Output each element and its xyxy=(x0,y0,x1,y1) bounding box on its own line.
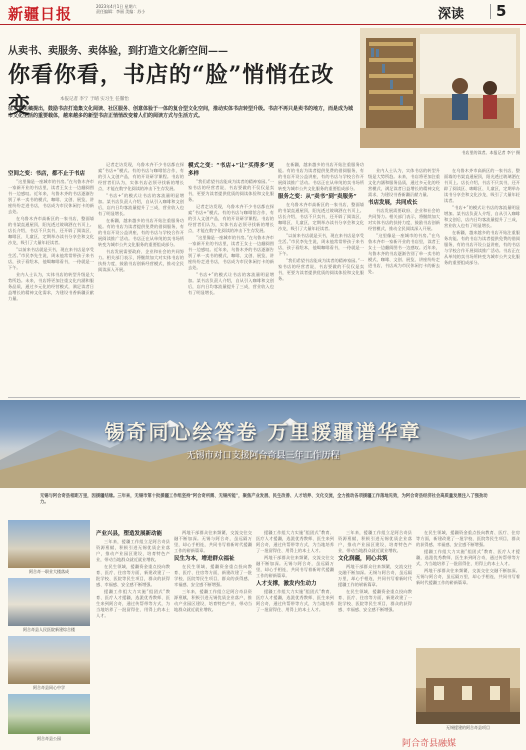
section-divider xyxy=(490,4,491,19)
section-title: 深读 xyxy=(438,7,465,22)
feature-column-4 xyxy=(338,530,412,745)
article-subtitle: 从卖书、卖服务、卖体验，到打造文化新空间—— xyxy=(8,46,228,57)
article-paragraph: “这里像是一座城市的书房。”在乌鲁木齐市一家新开业的书店里，读者王女士一边翻阅图书一边感叹。近年来，乌鲁木齐的书店逐渐告别了单一卖书的模式，咖啡、文创、展览、讲座纷纷走进书店，书店成为市民休闲打卡的新去处。 xyxy=(188,235,274,270)
feature-subhead: 人才支撑，激发内生动力 xyxy=(256,581,317,587)
news-photo xyxy=(8,636,90,684)
article-paragraph: “书店+”的模式让书店的客流量明显增加。某书店负责人介绍，自从引入咖啡和文创后，店内日均客流量提升了三成，营业收入也有了明显增长。 xyxy=(188,272,274,295)
article-subhead: 服务之变：从“卖书”到“卖服务” xyxy=(278,194,357,200)
article-subhead: 书店发展，共同成长 xyxy=(368,200,418,206)
article-paragraph: 在乌鲁木齐市高新区的一家书店，整面墙的书架直通屋顶，阳光透过玻璃洒在书页上。店长介绍，书店不只卖书，还开辟了阅读区、咖啡区、儿童区，定期举办读书分享会和文化沙龙，吸引了大量年轻读者。 xyxy=(444,168,520,203)
article-paragraph: “这里像是一座城市的书房。”在乌鲁木齐市一家新开业的书店里，读者王女士一边翻阅图书一边感叹。近年来，乌鲁木齐的书店逐渐告别了单一卖书的模式，咖啡、文创、展览、讲座纷纷走进书店，书店成为市民休闲打卡的新去处。 xyxy=(8,179,94,214)
article-paragraph: 在新疆，越来越多的书店开始注重服务功能。有的书店为读者提供免费的借阅服务，有的书店开设公益讲座，有的书店与学校合作开展阅读推广活动。书店正在从单纯的卖书场所转变为城市公共文化服务的重要组成部分。 xyxy=(444,230,520,265)
feature-paragraph: 援疆工作组大力实施“组团式”教育、医疗人才援疆，选派优秀教师、医生来到阿合奇，通过传帮带等方式，为当地培养了一批留得住、用得上的本土人才。 xyxy=(96,589,170,618)
article-column-2 xyxy=(98,162,184,395)
article-column-1 xyxy=(8,170,94,395)
article-column-6 xyxy=(444,168,520,395)
article-paragraph: 记者走访发现，乌鲁木齐不少书店都在探索“书店+”模式。有的书店与咖啡馆合作，有的引入文创产品，有的开设研学课程。书店的经营者们认为，实体书店必须寻找新的增长点，才能在数字化阅读的冲击下生存发展。 xyxy=(98,162,184,191)
feature-paragraph: 援疆工作组大力实施“组团式”教育、医疗人才援疆，选派优秀教师、医生来到阿合奇，通过传帮带等方式，为当地培养了一批留得住、用得上的本土人才。 xyxy=(256,530,334,553)
feature-column-1 xyxy=(96,530,170,745)
feature-subhead: 民生为本，增进群众福祉 xyxy=(174,556,235,562)
feature-paragraph: 两地干部群众往来频繁，交流交往交融不断加深。无锡与阿合奇，虽远隔万里，却心手相连，共同书写着新时代援疆工作的崭新篇章。 xyxy=(338,564,412,587)
section-rule xyxy=(8,397,520,398)
news-photo xyxy=(8,694,90,734)
article-paragraph: 业内人士认为，实体书店的转型升级是大势所趋。未来，书店将更加注重文化内涵和服务品质，通过多元化的经营模式，满足读者日益增长的精神文化需求，为建设书香新疆贡献力量。 xyxy=(8,272,94,301)
article-paragraph: “我们希望书店能成为读者的精神家园。”一家书店的经营者说，书店要做的不仅仅是卖书，更要为读者提供优质的阅读体验和文化服务。 xyxy=(278,258,364,281)
photo-caption: 阿合奇县同心中学 xyxy=(33,685,65,690)
article-lead: 征求意见稿提出，鼓励书店打造集文化阅读、社区服务、创意体验于一体的复合型文化空间，推动实体书店转型升级。书店不再只是卖书的地方，而是成为城市文化生活的重要载体，越来越多的新型书店正悄悄改变着人们的阅读方式与生活方式。 xyxy=(8,106,354,119)
article-paragraph: 在新疆，越来越多的书店开始注重服务功能。有的书店为读者提供免费的借阅服务，有的书店开设公益讲座，有的书店与学校合作开展阅读推广活动。书店正在从单纯的卖书场所转变为城市公共文化服务的重要组成部分。 xyxy=(98,218,184,247)
feature-paragraph: 两地干部群众往来频繁，交流交往交融不断加深。无锡与阿合奇，虽远隔万里，却心手相连，共同书写着新时代援疆工作的崭新篇章。 xyxy=(174,530,252,553)
article-paragraph: 在乌鲁木齐市高新区的一家书店，整面墙的书架直通屋顶，阳光透过玻璃洒在书页上。店长介绍，书店不只卖书，还开辟了阅读区、咖啡区、儿童区，定期举办读书分享会和文化沙龙，吸引了大量年轻读者。 xyxy=(278,202,364,231)
article-subhead: 模式之变：“书店+”让“买得多”更多样 xyxy=(188,163,274,177)
feature-paragraph: 援疆工作组大力实施“组团式”教育、医疗人才援疆，选派优秀教师、医生来到阿合奇，通过传帮带等方式，为当地培养了一批留得住、用得上的本土人才。 xyxy=(416,549,520,566)
bookstore-illustration xyxy=(360,28,520,148)
article-byline: 本报记者 李宁 于晴 实习生 任馨怡 xyxy=(60,97,129,102)
article-headline: 你看你看，书店的“脸”悄悄在改变 xyxy=(8,62,335,119)
feature-paragraph: 在民生领域，援疆资金重点投向教育、医疗、住房等方面，新建改建了一批学校、医院等民生项目，群众的获得感、幸福感、安全感不断增强。 xyxy=(338,589,412,612)
news-photo xyxy=(8,520,90,568)
photo-caption: 无锡援建的阿合奇县项目 xyxy=(446,725,490,730)
article-paragraph: “我们希望书店能成为读者的精神家园。”一家书店的经营者说，书店要做的不仅仅是卖书，更要为读者提供优质的阅读体验和文化服务。 xyxy=(188,179,274,202)
issue-date: 2023年4月1日 星期六 xyxy=(96,4,137,9)
page-number: 5 xyxy=(496,2,507,20)
feature-paragraph: 三年来，援疆工作组立足阿合奇县资源禀赋，积极引进无锡优质企业落户，推动产业园区建设，培育特色产业，带动当地群众就近就业增收。 xyxy=(338,530,412,553)
article-column-3 xyxy=(188,162,274,395)
watermark: 阿合奇县融媒 xyxy=(402,739,457,749)
feature-paragraph: 在民生领域，援疆资金重点投向教育、医疗、住房等方面，新建改建了一批学校、医院等民生项目，群众的获得感、幸福感、安全感不断增强。 xyxy=(96,564,170,587)
article-paragraph: 在新疆，越来越多的书店开始注重服务功能。有的书店为读者提供免费的借阅服务，有的书店开设公益讲座，有的书店与学校合作开展阅读推广活动。书店正在从单纯的卖书场所转变为城市公共文化服务的重要组成部分。 xyxy=(278,162,364,191)
newspaper-logo: 新疆日报 xyxy=(8,5,73,23)
article-paragraph: “以前来书店就是买书，现在来书店是享受生活。”市民李先生说，周末他常常带孩子来书店，孩子看绘本，他喝咖啡看书，一待就是一下午。 xyxy=(8,247,94,270)
news-photo xyxy=(416,648,520,724)
feature-column-2 xyxy=(174,530,252,745)
article-column-5 xyxy=(368,168,440,395)
feature-paragraph: 三年来，援疆工作组立足阿合奇县资源禀赋，积极引进无锡优质企业落户，推动产业园区建设，培育特色产业，带动当地群众就近就业增收。 xyxy=(174,589,252,612)
photo-caption: 书店里的读者。本报记者 李宁 摄 xyxy=(461,150,520,155)
feature-column-5 xyxy=(416,530,520,644)
feature-paragraph: 在民生领域，援疆资金重点投向教育、医疗、住房等方面，新建改建了一批学校、医院等民生项目，群众的获得感、幸福感、安全感不断增强。 xyxy=(416,530,520,547)
feature-paragraph: 两地干部群众往来频繁，交流交往交融不断加深。无锡与阿合奇，虽远隔万里，却心手相连，共同书写着新时代援疆工作的崭新篇章。 xyxy=(256,555,334,578)
feature-paragraph: 三年来，援疆工作组立足阿合奇县资源禀赋，积极引进无锡优质企业落户，推动产业园区建设，培育特色产业，带动当地群众就近就业增收。 xyxy=(96,539,170,562)
feature-column-3 xyxy=(256,530,334,745)
article-paragraph: 书店发展需要政府、企业和社会的共同努力。相关部门表示，将继续加大对实体书店的扶持力度，鼓励书店创新经营模式，推动全民阅读深入开展。 xyxy=(368,208,440,231)
article-paragraph: 记者走访发现，乌鲁木齐不少书店都在探索“书店+”模式。有的书店与咖啡馆合作，有的引入文创产品，有的开设研学课程。书店的经营者们认为，实体书店必须寻找新的增长点，才能在数字化阅读的冲击下生存发展。 xyxy=(188,204,274,233)
banner-title: 锡奇同心绘答卷 万里援疆谱华章 xyxy=(104,420,422,444)
feature-paragraph: 在民生领域，援疆资金重点投向教育、医疗、住房等方面，新建改建了一批学校、医院等民生项目，群众的获得感、幸福感、安全感不断增强。 xyxy=(174,564,252,587)
article-column-4 xyxy=(278,162,364,395)
bookstore-photo xyxy=(360,28,520,148)
issue-editor: 责任编辑：李丽 美编：苏小 xyxy=(96,9,146,14)
feature-subhead: 产业兴县，塑造发展新动能 xyxy=(96,531,163,537)
feature-paragraph: 援疆工作组大力实施“组团式”教育、医疗人才援疆，选派优秀教师、医生来到阿合奇，通过传帮带等方式，为当地培养了一批留得住、用得上的本土人才。 xyxy=(256,589,334,612)
article-paragraph: “这里像是一座城市的书房。”在乌鲁木齐市一家新开业的书店里，读者王女士一边翻阅图书一边感叹。近年来，乌鲁木齐的书店逐渐告别了单一卖书的模式，咖啡、文创、展览、讲座纷纷走进书店，书店成为市民休闲打卡的新去处。 xyxy=(368,233,440,274)
photo-caption: 阿合奇一职业大楼落成 xyxy=(29,569,69,574)
news-photo xyxy=(8,578,90,626)
article-paragraph: “书店+”的模式让书店的客流量明显增加。某书店负责人介绍，自从引入咖啡和文创后，店内日均客流量提升了三成，营业收入也有了明显增长。 xyxy=(444,205,520,228)
article-paragraph: 书店发展需要政府、企业和社会的共同努力。相关部门表示，将继续加大对实体书店的扶持力度，鼓励书店创新经营模式，推动全民阅读深入开展。 xyxy=(98,249,184,272)
article-paragraph: “以前来书店就是买书，现在来书店是享受生活。”市民李先生说，周末他常常带孩子来书店，孩子看绘本，他喝咖啡看书，一待就是一下午。 xyxy=(278,233,364,256)
issue-info xyxy=(96,4,156,14)
banner-subtitle: 无锡市对口支援阿合奇县三年工作历程 xyxy=(186,451,340,461)
feature-intro: 无锡与阿合奇县相距万里，因援疆结缘。三年来，无锡市第十批援疆工作组坚持“阿合奇所需、无锡所能”，聚焦产业发展、民生改善、人才培养、文化交流，全力推动各项援疆工作落地见效，为阿合奇县经济社会高质量发展注入了强劲动力。 xyxy=(40,494,488,505)
article-paragraph: “书店+”的模式让书店的客流量明显增加。某书店负责人介绍，自从引入咖啡和文创后，店内日均客流量提升了三成，营业收入也有了明显增长。 xyxy=(98,193,184,216)
article-subhead: 空间之变：书店，都不止于书店 xyxy=(8,171,86,177)
project-illustration xyxy=(416,648,520,724)
photo-caption: 阿合奇县公园 xyxy=(37,736,61,741)
feature-subhead: 文化润疆，同心共筑 xyxy=(338,556,388,562)
article-paragraph: 在乌鲁木齐市高新区的一家书店，整面墙的书架直通屋顶，阳光透过玻璃洒在书页上。店长介绍，书店不只卖书，还开辟了阅读区、咖啡区、儿童区，定期举办读书分享会和文化沙龙，吸引了大量年轻读者。 xyxy=(8,216,94,245)
article-paragraph: 业内人士认为，实体书店的转型升级是大势所趋。未来，书店将更加注重文化内涵和服务品质，通过多元化的经营模式，满足读者日益增长的精神文化需求，为建设书香新疆贡献力量。 xyxy=(368,168,440,197)
feature-paragraph: 两地干部群众往来频繁，交流交往交融不断加深。无锡与阿合奇，虽远隔万里，却心手相连，共同书写着新时代援疆工作的崭新篇章。 xyxy=(416,568,520,585)
photo-caption: 阿合奇县人民医院新建综合楼 xyxy=(23,627,75,632)
